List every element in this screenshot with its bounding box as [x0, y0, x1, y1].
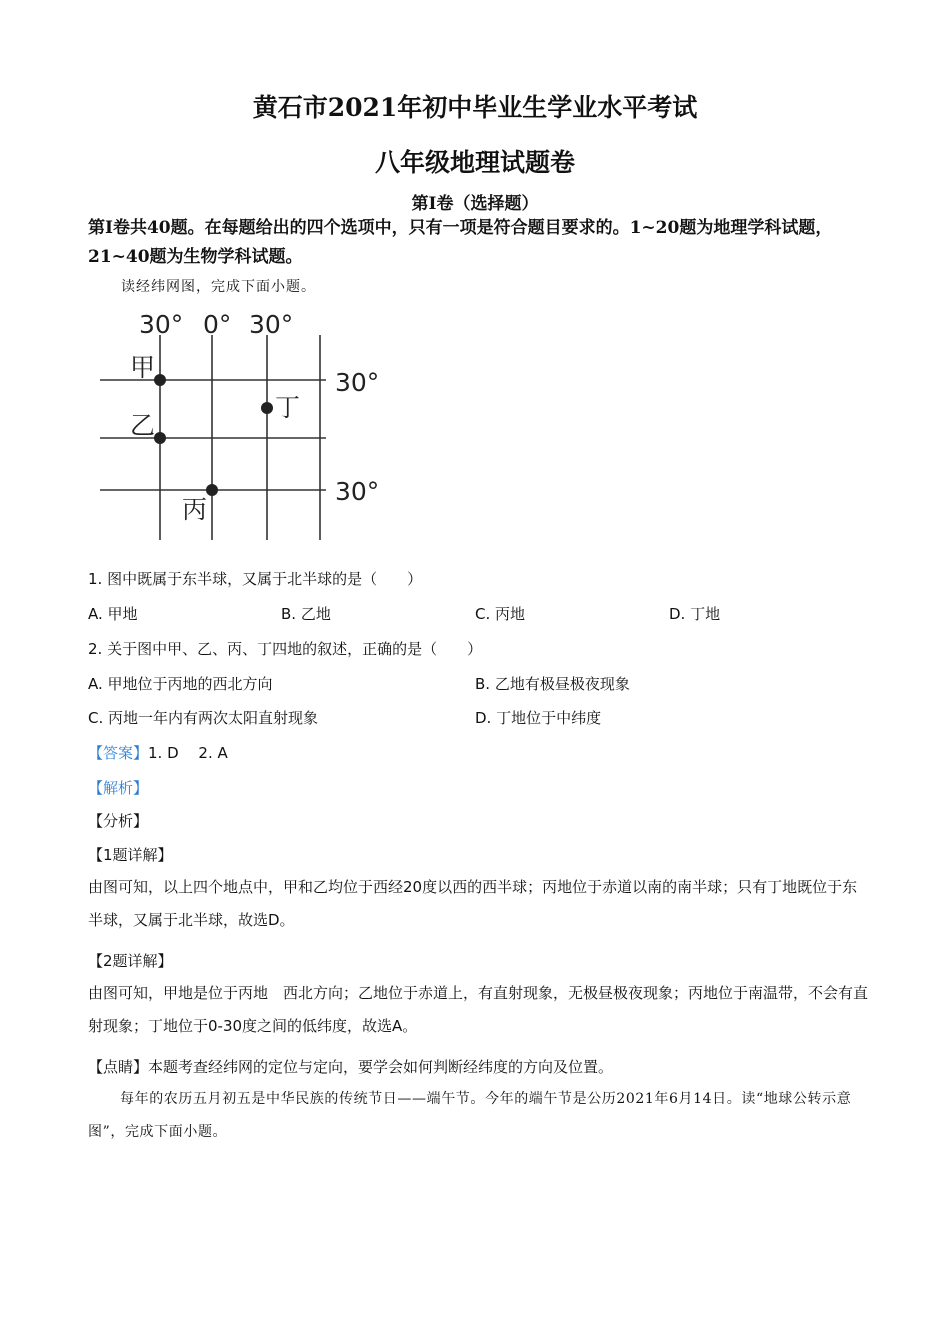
section-heading: 第Ⅰ卷（选择题） — [411, 194, 539, 214]
analysis-label: 【解析】 — [88, 779, 149, 797]
exam-title: 黄石市2021年初中毕业生学业水平考试 — [252, 93, 698, 122]
lat-long-grid-map — [90, 300, 390, 550]
q1-detail-body: 由图可知，以上四个地点中，甲和乙均位于西经20度以西的西半球；丙地位于赤道以南的南半球；只有丁地既位于东半球，又属于北半球，故选D。 — [88, 878, 858, 929]
answer-label: 【答案】 — [88, 744, 149, 762]
q2-detail-body: 由图可知，甲地是位于丙地 西北方向；乙地位于赤道上，有直射现象，无极昼极夜现象；丙地位于南温带，不会有直射现象；丁地位于0-30度之间的低纬度，故选A。 — [88, 984, 869, 1035]
q1-detail-heading: 【1题详解】 — [88, 846, 173, 864]
question-1-option-a[interactable]: A. 甲地 — [88, 605, 138, 623]
right-latitude-label: 30° — [335, 368, 380, 397]
question-1-option-c[interactable]: C. 丙地 — [475, 605, 526, 623]
top-longitude-label: 30° — [139, 310, 184, 339]
key-point-comment: 【点睛】本题考查经纬网的定位与定向，要学会如何判断经纬度的方向及位置。 — [88, 1058, 614, 1076]
point-label-ding: 丁 — [275, 393, 301, 422]
point-label-jia: 甲 — [130, 353, 156, 382]
top-longitude-label: 30° — [249, 310, 294, 339]
question-1-stem: 1. 图中既属于东半球，又属于北半球的是（ ） — [88, 570, 423, 588]
question-2-option-d[interactable]: D. 丁地位于中纬度 — [475, 709, 602, 727]
question-2-option-b[interactable]: B. 乙地有极昼极夜现象 — [475, 675, 630, 693]
question-2-option-a[interactable]: A. 甲地位于丙地的西北方向 — [88, 675, 273, 693]
q2-detail-heading: 【2题详解】 — [88, 952, 173, 970]
fenxi-label: 【分析】 — [88, 812, 149, 830]
answer-line — [88, 742, 228, 763]
point-jia — [154, 374, 166, 386]
point-yi — [154, 432, 166, 444]
map-prompt: 读经纬网图，完成下面小题。 — [121, 279, 316, 295]
point-label-yi: 乙 — [130, 411, 156, 440]
point-bing — [206, 484, 218, 496]
point-ding — [261, 402, 273, 414]
point-label-bing: 丙 — [182, 495, 208, 524]
next-questions-intro: 每年的农历五月初五是中华民族的传统节日——端午节。今年的端午节是公历2021年6月14日。读“地球公转示意图”，完成下面小题。 — [88, 1091, 852, 1140]
question-1-option-b[interactable]: B. 乙地 — [281, 605, 331, 623]
section-instructions: 第Ⅰ卷共40题。在每题给出的四个选项中，只有一项是符合题目要求的。1~20题为地理学科试题，21~40题为生物学科试题。 — [88, 218, 833, 267]
question-2-stem: 2. 关于图中甲、乙、丙、丁四地的叙述，正确的是（ ） — [88, 640, 483, 658]
right-latitude-label: 30° — [335, 477, 380, 506]
exam-subtitle: 八年级地理试题卷 — [374, 148, 575, 177]
question-2-option-c[interactable]: C. 丙地一年内有两次太阳直射现象 — [88, 709, 319, 727]
question-1-option-d[interactable]: D. 丁地 — [669, 605, 721, 623]
top-longitude-label: 0° — [203, 310, 232, 339]
answer-text: 1. D 2. A — [148, 744, 228, 762]
